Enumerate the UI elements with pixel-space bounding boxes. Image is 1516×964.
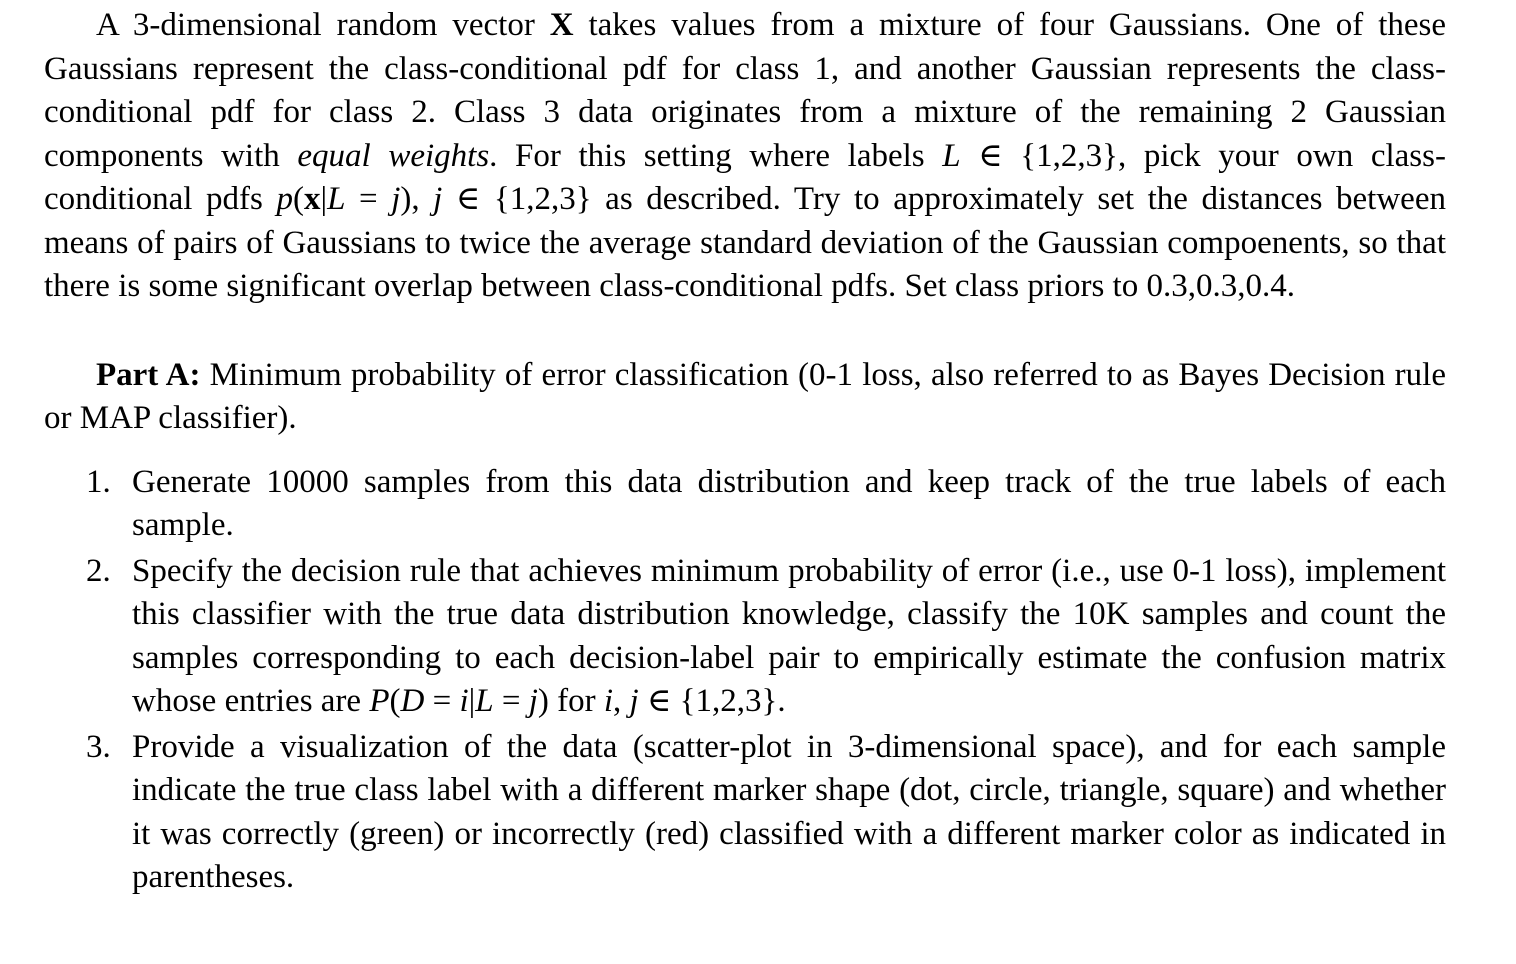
list-item-number: 2. bbox=[86, 552, 111, 589]
math-D: D bbox=[400, 683, 425, 719]
part-a-heading: Part A: bbox=[96, 356, 201, 393]
intro-text-5: ( bbox=[292, 181, 304, 217]
intro-text-6: | bbox=[320, 181, 328, 217]
intro-text-1: A 3-dimensional random vector bbox=[96, 7, 550, 43]
equal-weights-emphasis: equal weights bbox=[297, 137, 490, 174]
intro-text-7: = bbox=[345, 181, 392, 217]
math-P: P bbox=[369, 683, 390, 719]
list-item-number: 3. bbox=[86, 728, 111, 765]
math-text: ∈ {1,2,3}. bbox=[638, 683, 786, 719]
math-text: = bbox=[424, 683, 460, 719]
math-text: | bbox=[468, 683, 476, 719]
math-text: ( bbox=[389, 683, 401, 719]
math-i: i bbox=[459, 683, 469, 719]
list-item-number: 1. bbox=[86, 463, 111, 500]
intro-text-8: ), bbox=[400, 181, 434, 217]
math-p: p bbox=[276, 181, 293, 217]
math-j: j bbox=[391, 181, 401, 217]
list-item-text: Generate 10000 samples from this data distribution and keep track of the true labels of each sample. bbox=[132, 463, 1446, 543]
intro-text-3: . For this setting where labels bbox=[489, 137, 943, 174]
random-vector-symbol: X bbox=[549, 7, 574, 43]
math-j-2: j bbox=[433, 181, 443, 217]
part-a-paragraph bbox=[44, 354, 1446, 441]
intro-text-4: ∈ {1,2,3}, pick your own class-conditional pdfs bbox=[44, 137, 1446, 217]
list-item-text: Provide a visualization of the data (scatter-plot in 3-dimensional space), and for each sample indicate the true class label with a different marker shape (dot, circle, triangle, square) and whether it was correctly (green) or incorrectly (red) classified with a different marker color as indicated in parentheses. bbox=[132, 728, 1446, 895]
math-text: = bbox=[493, 683, 529, 719]
math-L: L bbox=[475, 683, 494, 719]
math-text: ) for bbox=[537, 683, 604, 719]
task-list bbox=[44, 461, 1446, 900]
math-text: , bbox=[613, 683, 630, 719]
math-x-bold: x bbox=[303, 181, 321, 217]
list-item bbox=[44, 726, 1446, 900]
math-j-2: j bbox=[629, 683, 639, 719]
part-a-text: Minimum probability of error classification (0-1 loss, also referred to as Bayes Decision rule or MAP classifier). bbox=[44, 356, 1446, 436]
list-item bbox=[44, 550, 1446, 724]
math-i-2: i bbox=[603, 683, 614, 719]
math-L: L bbox=[327, 181, 346, 217]
list-item-text: Specify the decision rule that achieves minimum probability of error (i.e., use 0-1 loss), implement this classifier with the true data distribution knowledge, classify the 10K samples and count the samples corresponding to each decision-label pair to empirically estimate the confusion matrix whose entries are bbox=[132, 552, 1446, 719]
intro-text-2: takes values from a mixture of four Gaussians. One of these Gaussians represent the class-conditional pdf for class 1, and another Gaussian represents the class-conditional pdf for class 2. Class 3 data originates from a mixture of the remaining 2 Gaussian components with bbox=[44, 7, 1446, 174]
intro-text-9: ∈ {1,2,3} as described. Try to approximately set the distances between means of pairs of Gaussians to twice the average standard deviation of the Gaussian compoenents, so that there is some significant overlap between class-conditional pdfs. Set class priors to 0.3,0.3,0.4. bbox=[44, 181, 1446, 304]
list-item bbox=[44, 461, 1446, 548]
intro-paragraph bbox=[44, 4, 1446, 309]
math-j: j bbox=[528, 683, 538, 719]
math-label-L: L bbox=[942, 137, 961, 174]
